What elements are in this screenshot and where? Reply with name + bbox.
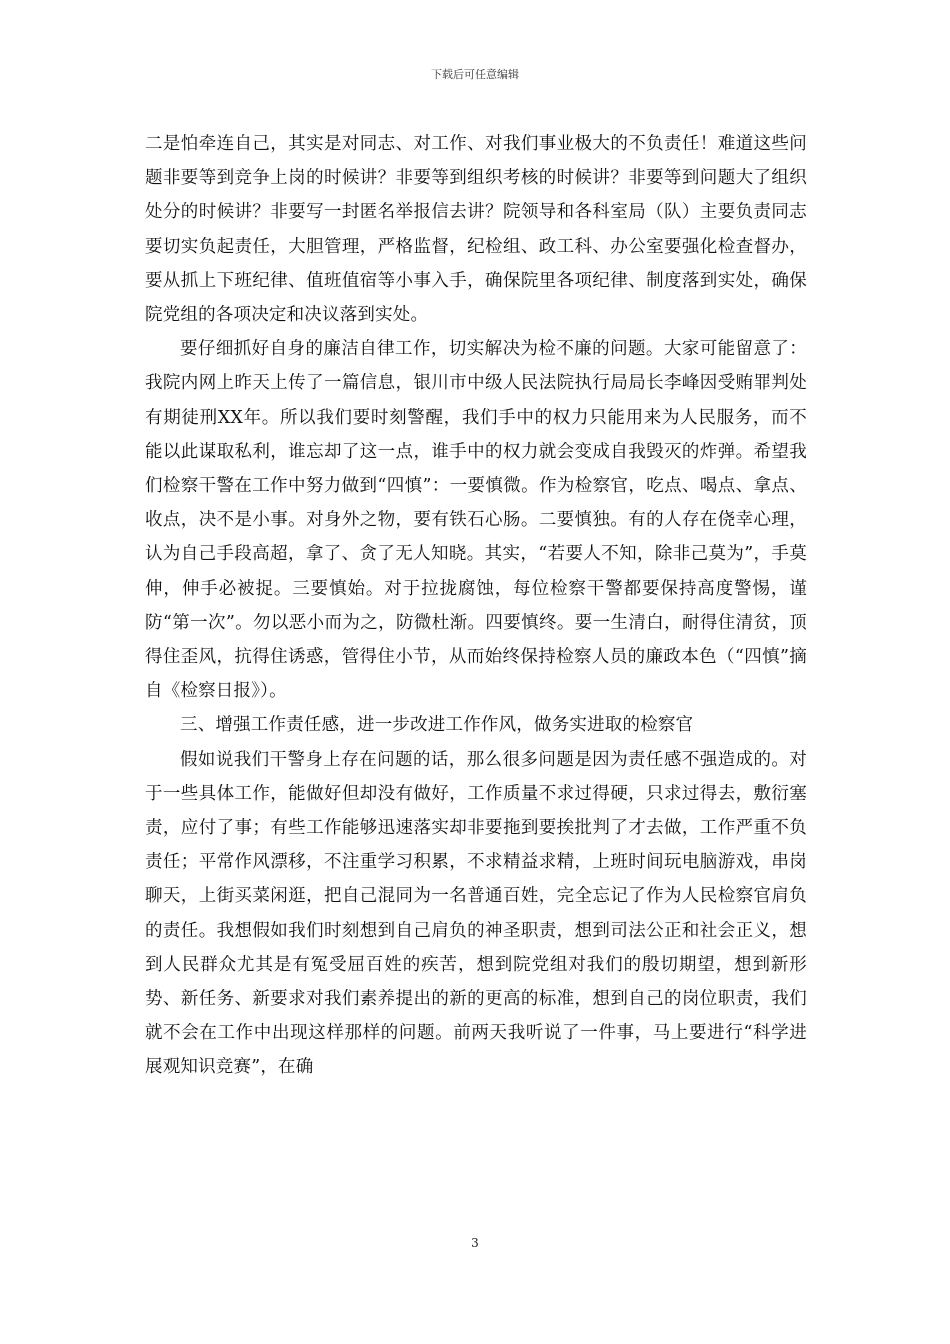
paragraph-3: 假如说我们干警身上存在问题的话，那么很多问题是因为责任感不强造成的。对于一些具体工作，能做好但却没有做好，工作质量不求过得硬，只求过得去，敷衍塞责，应付了事；有些工作能够迅速落实却非要拖到要挨批判了才去做，工作严重不负责任；平常作风漂移，不注重学习积累，不求精益求精，上班时间玩电脑游戏，串岗聊天，上街买菜闲逛，把自己混同为一名普通百姓，完全忘记了作为人民检察官肩负的责任。我想假如我们时刻想到自己肩负的神圣职责，想到司法公正和社会正义，想到人民群众尤其是有冤受屈百姓的疾苦，想到院党组对我们的殷切期望，想到新形势、新任务、新要求对我们素养提出的新的更高的标准，想到自己的岗位职责，我们就不会在工作中出现这样那样的问题。前两天我听说了一件事，马上要进行“科学进展观知识竞赛”，在确 — [145, 749, 807, 1078]
document-body — [145, 127, 807, 1085]
page-header: 下载后可任意编辑 — [431, 68, 519, 81]
paragraph-2: 要仔细抓好自身的廉洁自律工作，切实解决为检不廉的问题。大家可能留意了：我院内网上昨天上传了一篇信息，银川市中级人民法院执行局局长李峰因受贿罪判处有期徒刑XX年。所以我们要时刻警醒，我们手中的权力只能用来为人民服务，而不能以此谋取私利，谁忘却了这一点，谁手中的权力就会变成自我毁灭的炸弹。希望我们检察干警在工作中努力做到“四慎”：一要慎微。作为检察官，吃点、喝点、拿点、收点，决不是小事。对身外之物，要有铁石心肠。二要慎独。有的人存在侥幸心理，认为自己手段高超，拿了、贪了无人知晓。其实，“若要人不知，除非己莫为”，手莫伸，伸手必被捉。三要慎始。对于拉拢腐蚀，每位检察干警都要保持高度警惕，谨防“第一次”。勿以恶小而为之，防微杜渐。四要慎终。要一生清白，耐得住清贫，顶得住歪风，抗得住诱惑，管得住小节，从而始终保持检察人员的廉政本色（“四慎”摘自《检察日报》）。 — [145, 339, 807, 702]
paragraph-1: 二是怕牵连自己，其实是对同志、对工作、对我们事业极大的不负责任！难道这些问题非要等到竞争上岗的时候讲？非要等到组织考核的时候讲？非要等到问题大了组织处分的时候讲？非要写一封匿名举报信去讲？院领导和各科室局（队）主要负责同志要切实负起责任，大胆管理，严格监督，纪检组、政工科、办公室要强化检查督办，要从抓上下班纪律、值班值宿等小事入手，确保院里各项纪律、制度落到实处，确保院党组的各项决定和决议落到实处。 — [145, 134, 807, 326]
page-number: 3 — [471, 1236, 479, 1250]
section-heading: 三、增强工作责任感，进一步改进工作作风，做务实进取的检察官 — [180, 715, 694, 736]
